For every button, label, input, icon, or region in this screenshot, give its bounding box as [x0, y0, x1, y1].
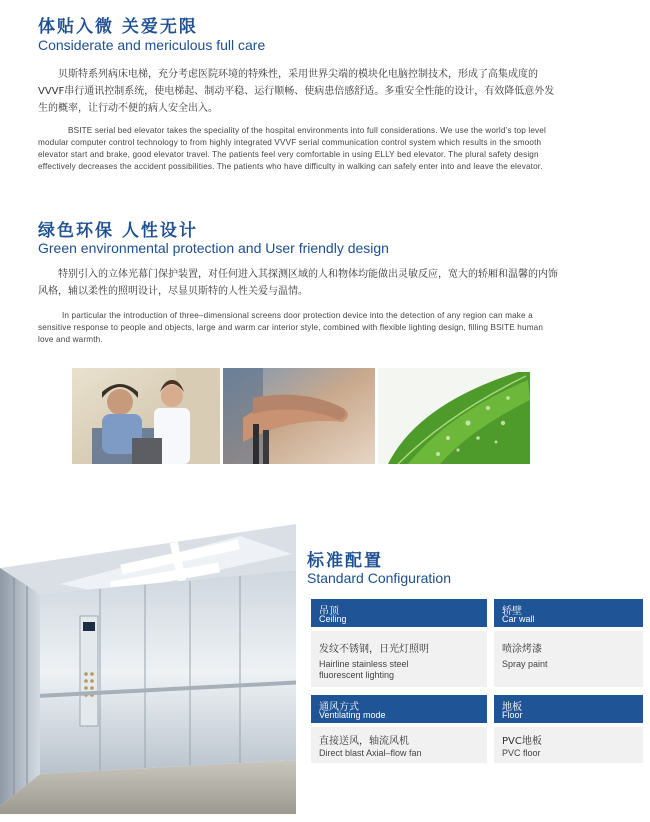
config-header-label-cn: 轿壁	[502, 606, 522, 617]
config-value-en: PVC floor	[502, 748, 541, 758]
config-value-cn: 发纹不锈钢，日光灯照明	[319, 644, 429, 655]
config-value-ceiling	[311, 631, 487, 687]
section1-paragraph-cn: 贝斯特系列病床电梯，充分考虑医院环境的特殊性，采用世界尖端的模块化电脑控制技术，形成了高集成度的VVVF串行通讯控制系统，使电梯起、制动平稳、运行顺畅、使病患倍感舒适。多重安全性能的设计，有效降低意外发生的概率，让行动不便的病人安全出入。	[38, 69, 555, 114]
config-value-en-line1: Hairline stainless steel	[319, 659, 409, 669]
config-title-cn: 标准配置	[307, 551, 383, 571]
section2-title-cn: 绿色环保 人性设计	[38, 221, 198, 241]
config-header-label-en: Ventilating mode	[319, 710, 386, 720]
section2-title-en: Green environmental protection and User friendly design	[38, 240, 389, 256]
config-header-floor	[494, 695, 643, 723]
config-value-en: Spray paint	[502, 659, 548, 669]
config-value-cn: PVC地板	[502, 736, 542, 747]
green-leaf-photo	[378, 368, 530, 464]
holding-hands-photo	[223, 368, 375, 464]
section1-title-cn: 体贴入微 关爱无限	[38, 17, 198, 37]
config-header-ceiling	[311, 599, 487, 627]
nurse-patient-photo	[72, 368, 220, 464]
section1-title-en: Considerate and mericulous full care	[38, 37, 266, 53]
config-value-cn: 直接送风，轴流风机	[319, 736, 409, 747]
config-value-floor	[494, 727, 643, 763]
section2-paragraph-en: In particular the introduction of three–dimensional screens door protection device into the detection of any region can make a sensitive response to people and objects, large and warm car interior style, combined with flexible lighting design, filling BSITE human love and warmth.	[38, 311, 544, 344]
config-header-label-cn: 通风方式	[319, 702, 359, 713]
section2-paragraph-cn: 特别引入的立体光幕门保护装置，对任何进入其探测区域的人和物体均能做出灵敏反应，宽大的轿厢和温馨的内饰风格，辅以柔性的照明设计，尽显贝斯特的人性关爱与温情。	[38, 269, 558, 297]
config-header-label-en: Ceiling	[319, 614, 347, 624]
config-title-en: Standard Configuration	[307, 570, 451, 586]
section1-paragraph-en: BSITE serial bed elevator takes the speciality of the hospital environments into full considerations. We use the world’s top level modular computer control technology to from highly integrated VVVF serial communication control system which results in the smooth elevator start and brake, good elevator travel. The patients feel very comfortable in using ELLY bed elevator. The plural safety design effectively decreases the accident possibilities. The patients who have difficulty in walking can safely enter into and leave the elevator.	[38, 126, 546, 171]
config-header-label-en: Floor	[502, 710, 523, 720]
config-value-en-line2: fluorescent lighting	[319, 670, 395, 680]
config-header-label-cn: 地板	[502, 702, 522, 713]
config-value-ventilating	[311, 727, 487, 763]
config-header-label-cn: 吊顶	[319, 606, 339, 617]
config-value-car-wall	[494, 631, 643, 687]
config-header-ventilating	[311, 695, 487, 723]
config-header-car-wall	[494, 599, 643, 627]
config-header-label-en: Car wall	[502, 614, 535, 624]
config-value-cn: 喷涂烤漆	[502, 644, 542, 655]
config-value-en	[319, 659, 409, 681]
config-value-en: Direct blast Axial–flow fan	[319, 748, 422, 758]
elevator-cabin-image	[0, 524, 296, 814]
